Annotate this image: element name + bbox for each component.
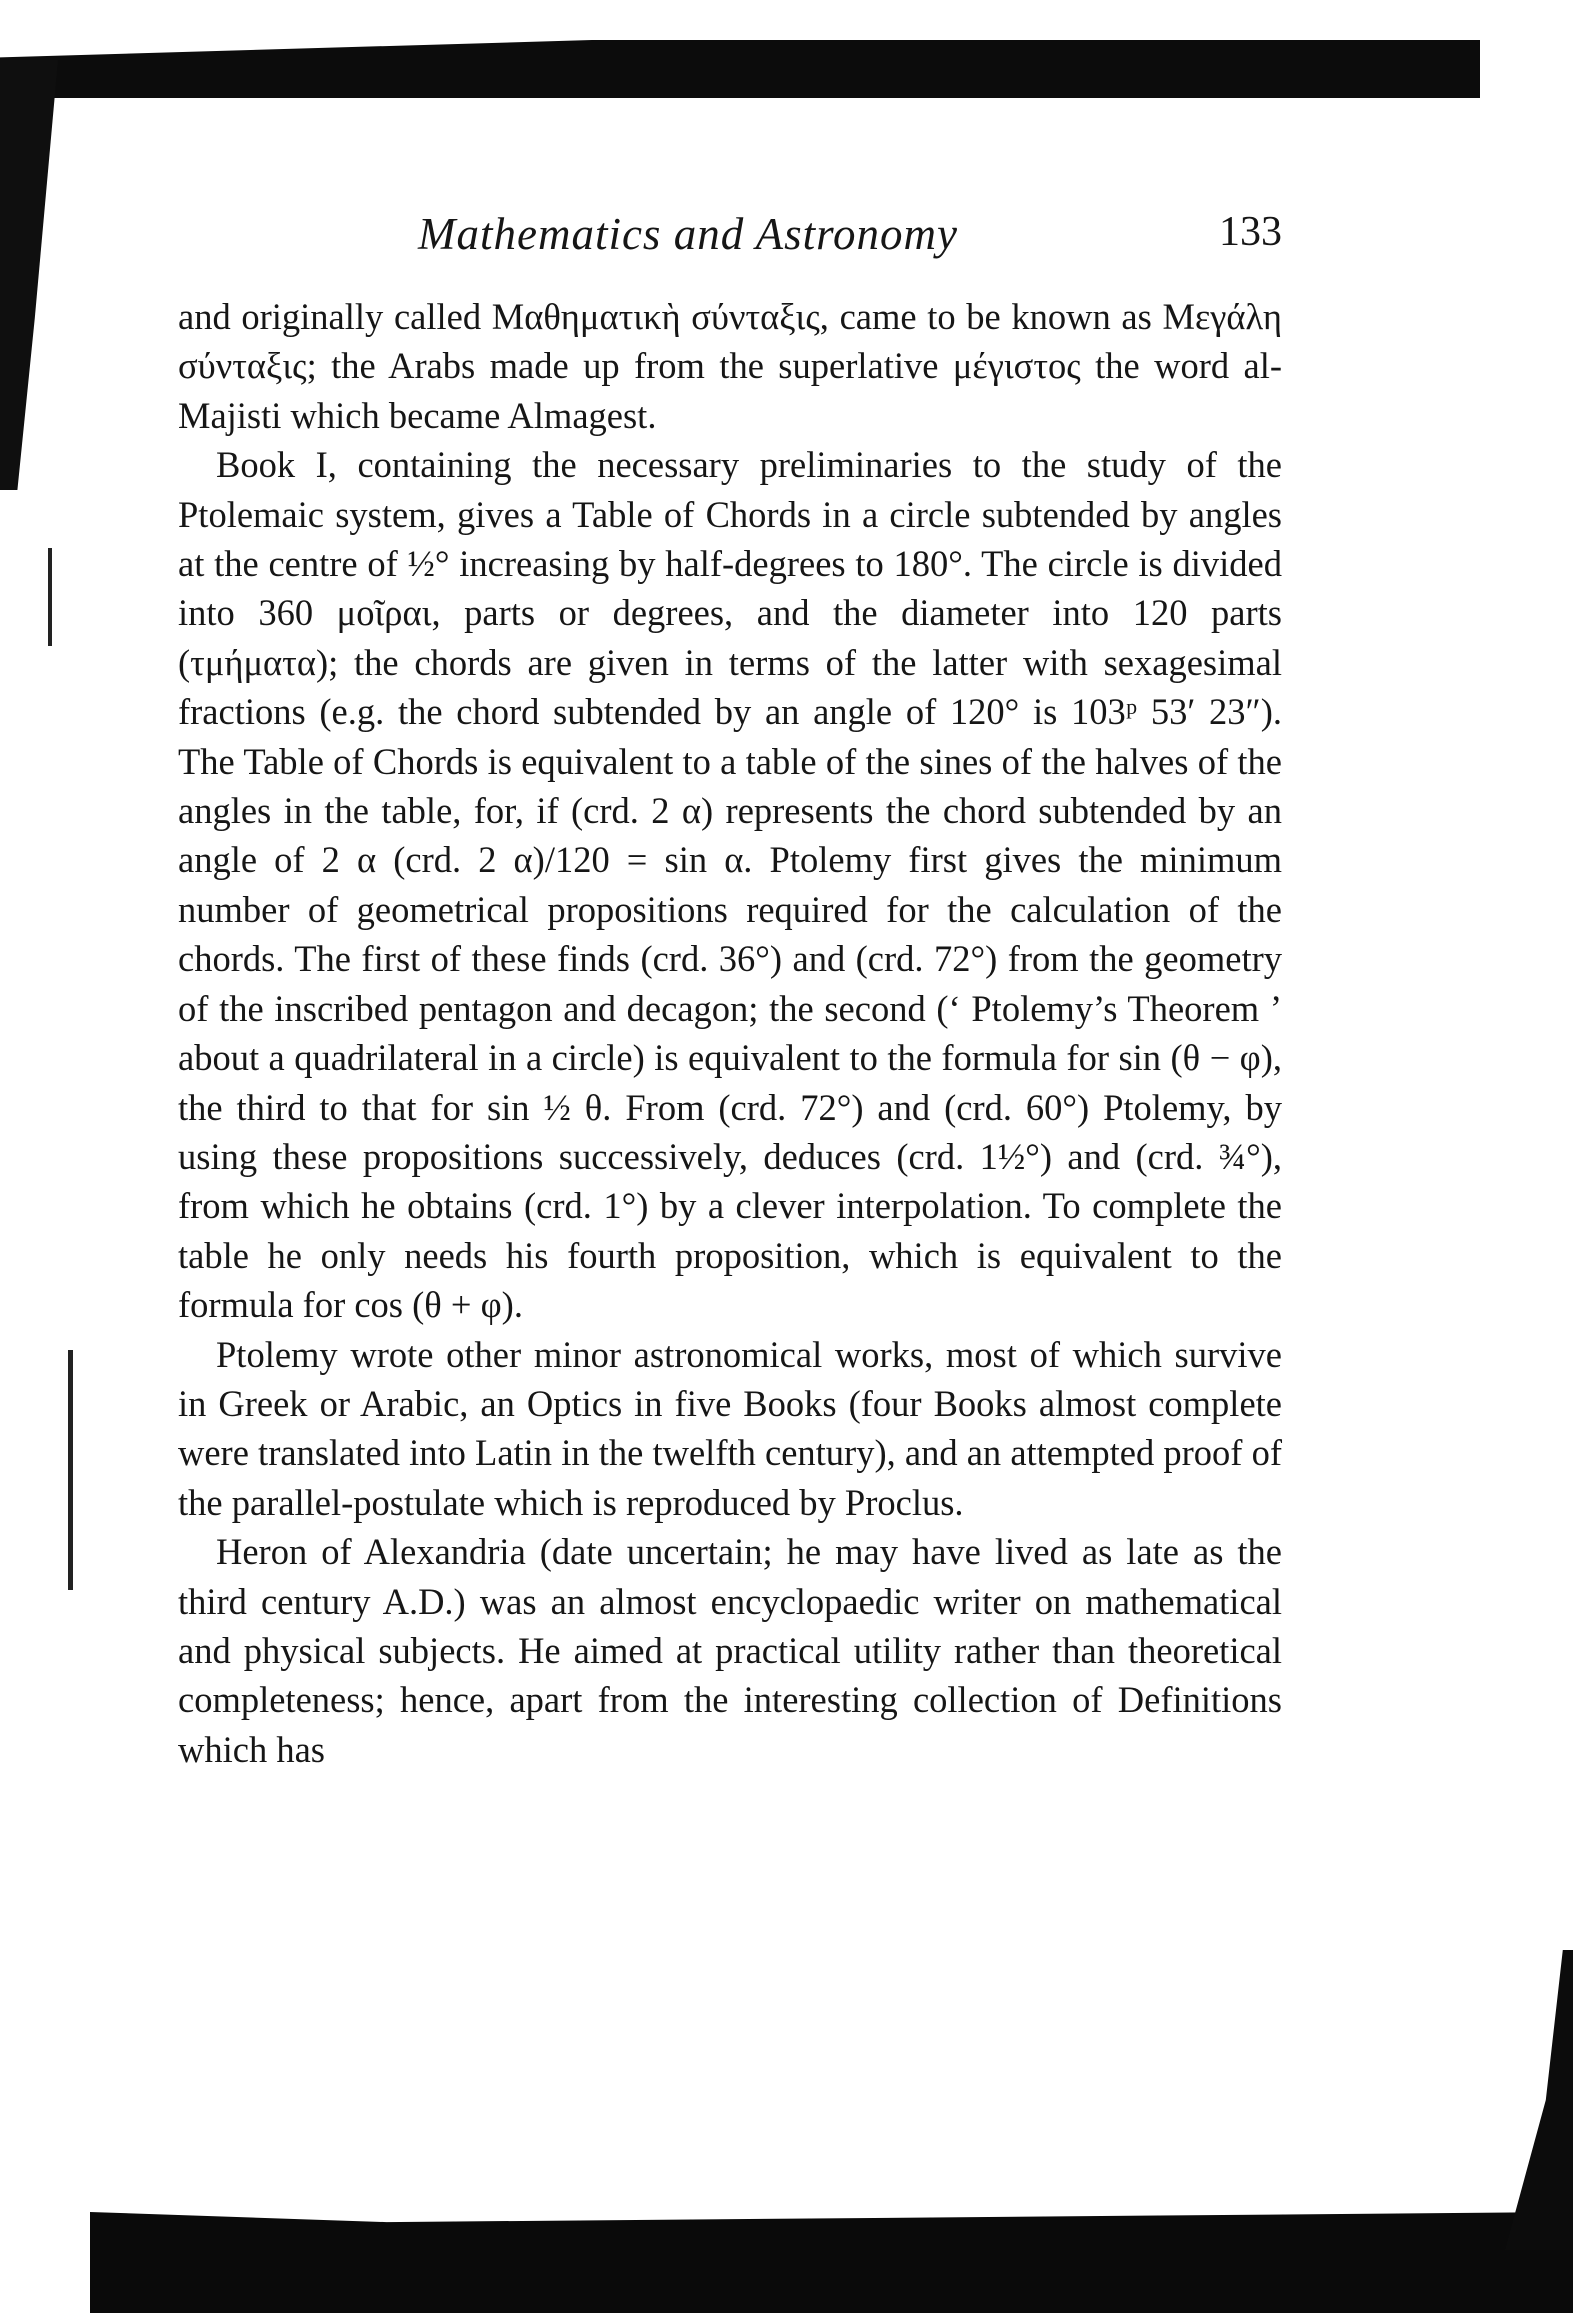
margin-mark [48, 548, 52, 646]
scan-shadow-left [0, 60, 58, 490]
margin-mark [68, 1350, 73, 1590]
page-number: 133 [1219, 209, 1282, 255]
paragraph: Book I, containing the necessary preliminaries to the study of the Ptolemaic system, gives a Table of Chords in a circle subtended by angles at the centre of ½° increasing by half-degrees to 180°. The circle is divided into 360 μοῖραι, parts or degrees, and the diameter into 120 parts (τμήματα); the chords are given in terms of the latter with sexagesimal fractions (e.g. the chord subtended by an angle of 120° is 103ᵖ 53′ 23″). The Table of Chords is equivalent to a table of the sines of the halves of the angles in the table, for, if (crd. 2 α) represents the chord subtended by an angle of 2 α (crd. 2 α)/120 = sin α. Ptolemy first gives the minimum number of geometrical propositions required for the calculation of the chords. The first of these finds (crd. 36°) and (crd. 72°) from the geometry of the inscribed pentagon and decagon; the second (‘ Ptolemy’s Theorem ’ about a quadrilateral in a circle) is equivalent to the formula for sin (θ − φ), the third to that for sin ½ θ. From (crd. 72°) and (crd. 60°) Ptolemy, by using these propositions successively, deduces (crd. 1½°) and (crd. ¾°), from which he obtains (crd. 1°) by a clever interpolation. To complete the table he only needs his fourth proposition, which is equivalent to the formula for cos (θ + φ). [178, 444, 1282, 1326]
paragraph: and originally called Μαθηματικὴ σύνταξις, came to be known as Μεγάλη σύνταξις; the Arabs made up from the superlative μέγιστος the word al-Majisti which became Almagest. [178, 296, 1282, 436]
paragraph: Ptolemy wrote other minor astronomical works, most of which survive in Greek or Arabic, an Optics in five Books (four Books almost complete were translated into Latin in the twelfth century), and an attempted proof of the parallel-postulate which is reproduced by Proclus. [178, 1333, 1282, 1523]
paragraph: Heron of Alexandria (date uncertain; he may have lived as late as the third century A.D.) was an almost encyclopaedic writer on mathematical and physical subjects. He aimed at practical utility rather than theoretical completeness; hence, apart from the interesting collection of Definitions which has [178, 1531, 1282, 1770]
scan-shadow-right [1505, 1950, 1573, 2250]
running-title: Mathematics and Astronomy [418, 209, 958, 259]
scan-shadow-bottom [90, 2212, 1573, 2313]
scan-shadow-top [0, 40, 1480, 98]
body-text [178, 292, 1282, 1774]
page-header [178, 208, 1282, 268]
